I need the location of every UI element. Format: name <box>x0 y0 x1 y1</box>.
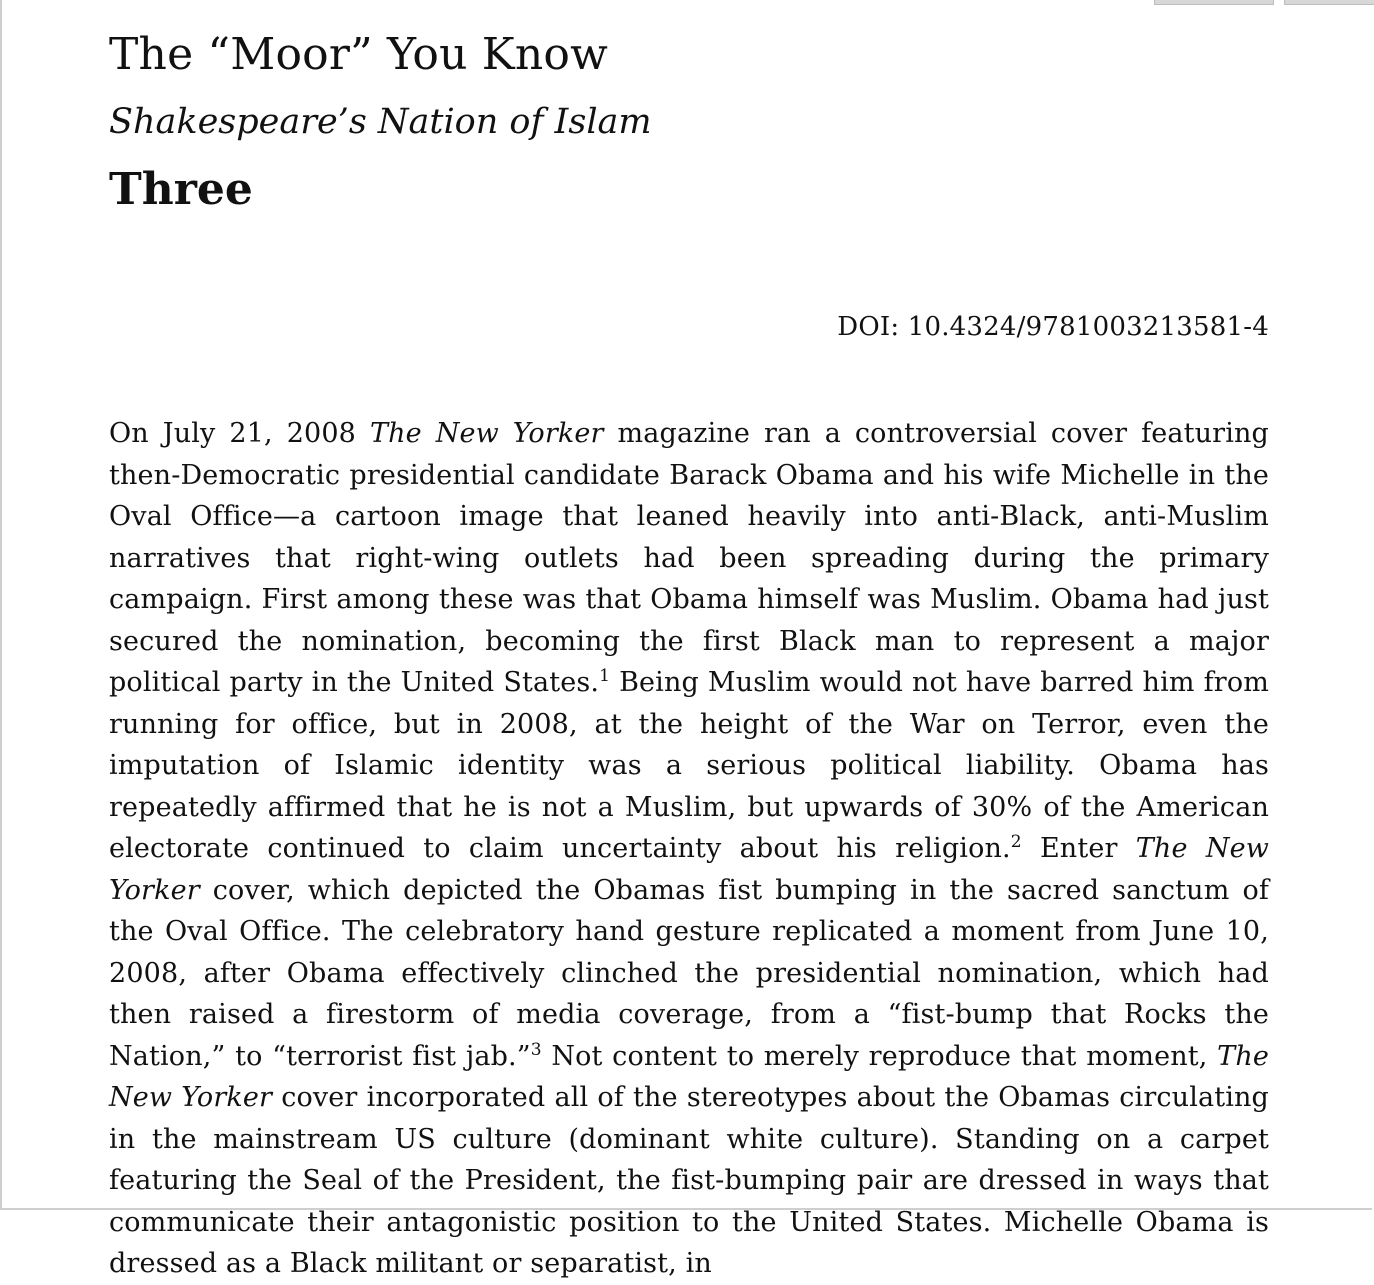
body-text-segment: cover, which depicted the Obamas fist bumping in the sacred sanctum of the Oval Office. The celebratory hand gesture replicated a moment from June 10, 2008, after Obama effectively clinched the presidential nomination, which had then raised a firestorm of media coverage, from a “fist-bump that Rocks the Nation,” to “terrorist fist jab.” <box>109 874 1269 1072</box>
body-text-segment: On July 21, 2008 <box>109 418 370 449</box>
footnote-marker[interactable]: 3 <box>530 1039 542 1060</box>
body-text-segment: Enter <box>1021 833 1136 864</box>
doi-reference: DOI: 10.4324/9781003213581-4 <box>837 312 1269 342</box>
body-text-segment: magazine ran a controversial cover featuring then-Democratic presidential candidate Barack Obama and his wife Michelle in the Oval Office—a cartoon image that leaned heavily into anti-Black, anti-Muslim narratives that right-wing outlets had been spreading during the primary campaign. First among these was that Obama himself was Muslim. Obama had just secured the nomination, becoming the first Black man to represent a major political party in the United States. <box>109 418 1269 698</box>
body-paragraph <box>109 413 1269 1285</box>
chapter-subtitle: Shakespeare’s Nation of Islam <box>109 102 652 142</box>
top-tab[interactable] <box>1154 0 1274 5</box>
top-tab[interactable] <box>1284 0 1374 5</box>
publication-title: The New Yorker <box>109 1040 1269 1113</box>
publication-title: The New Yorker <box>109 833 1269 906</box>
chapter-content <box>109 28 1269 1279</box>
chapter-title: The “Moor” You Know <box>109 29 608 80</box>
footnote-marker[interactable]: 2 <box>1010 832 1022 852</box>
body-text-segment: Not content to merely reproduce that moment, <box>541 1040 1218 1072</box>
chapter-number: Three <box>109 164 253 215</box>
footnote-marker[interactable]: 1 <box>599 666 611 686</box>
publication-title: The New Yorker <box>369 418 604 449</box>
body-text-segment: Being Muslim would not have barred him from running for office, but in 2008, at the height of the War on Terror, even the imputation of Islamic identity was a serious political liability. Obama has repeatedly affirmed that he is not a Muslim, but upwards of 30% of the American electorate continued to claim uncertainty about his religion. <box>109 667 1269 864</box>
body-text-segment: cover incorporated all of the stereotypes about the Obamas circulating in the mainstream US culture (dominant white culture). Standing on a carpet featuring the Seal of the President, the fist-bumping pair are dressed in ways that communicate their antagonistic position to the United States. Michelle Obama is dressed as a Black militant or separatist, in <box>109 1082 1269 1279</box>
